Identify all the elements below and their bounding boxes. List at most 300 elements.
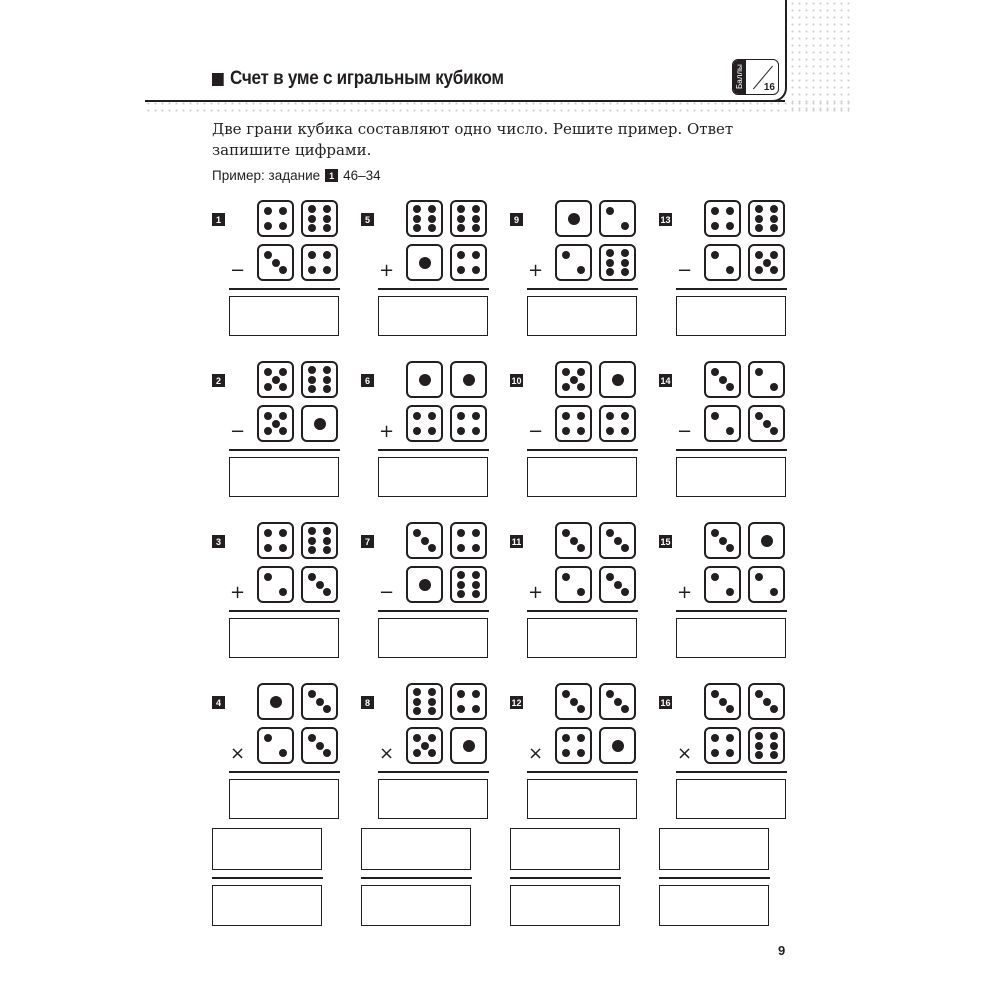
task-number-badge: 3	[212, 535, 225, 548]
die-pip	[711, 251, 719, 259]
die-pip	[621, 222, 629, 230]
die-pip	[472, 412, 480, 420]
answer-box[interactable]	[676, 618, 786, 658]
die-bottom-right	[450, 727, 487, 764]
sum-line	[378, 288, 489, 290]
sum-line	[229, 771, 340, 773]
die-pip	[770, 266, 778, 274]
sum-line	[212, 877, 323, 879]
title-square-icon	[212, 73, 224, 86]
die-pip	[770, 742, 778, 750]
example-value: 46–34	[343, 168, 381, 183]
die-pip	[726, 266, 734, 274]
die-pip	[279, 544, 287, 552]
die-pip	[457, 544, 465, 552]
die-pip	[761, 535, 773, 547]
die-pip	[755, 224, 763, 232]
die-pip	[264, 383, 272, 391]
die-pip	[472, 215, 480, 223]
die-pip	[621, 427, 629, 435]
die-pip	[770, 732, 778, 740]
example-line	[212, 168, 381, 183]
die-bottom-left	[704, 727, 741, 764]
die-pip	[323, 588, 331, 596]
die-bottom-left	[406, 566, 443, 603]
die-pip	[472, 266, 480, 274]
die-pip	[308, 224, 316, 232]
die-pip	[472, 427, 480, 435]
die-pip	[606, 427, 614, 435]
die-pip	[726, 427, 734, 435]
partial-answer-box[interactable]	[361, 828, 471, 870]
die-pip	[264, 251, 272, 259]
die-pip	[763, 259, 771, 267]
task-number-badge: 9	[510, 213, 523, 226]
die-bottom-left	[406, 405, 443, 442]
die-pip	[606, 268, 614, 276]
die-pip	[621, 249, 629, 257]
task-number-badge: 7	[361, 535, 374, 548]
die-pip	[612, 740, 624, 752]
die-pip	[726, 705, 734, 713]
answer-box[interactable]	[527, 618, 637, 658]
die-pip	[612, 374, 624, 386]
partial-answer-box[interactable]	[659, 828, 769, 870]
sum-line	[527, 288, 638, 290]
die-pip	[770, 205, 778, 213]
die-pip	[472, 544, 480, 552]
operator-sign: ×	[230, 743, 246, 764]
operator-sign: ×	[677, 743, 693, 764]
die-pip	[755, 742, 763, 750]
die-pip	[323, 251, 331, 259]
die-pip	[577, 749, 585, 757]
die-pip	[755, 368, 763, 376]
die-top-right	[748, 522, 785, 559]
die-pip	[562, 251, 570, 259]
score-max: 16	[763, 82, 775, 93]
die-pip	[726, 222, 734, 230]
die-pip	[577, 427, 585, 435]
die-pip	[472, 590, 480, 598]
die-pip	[463, 740, 475, 752]
die-bottom-left	[257, 566, 294, 603]
die-pip	[457, 412, 465, 420]
die-pip	[279, 383, 287, 391]
task-number-badge: 4	[212, 696, 225, 709]
die-pip	[308, 573, 316, 581]
sum-line	[659, 877, 770, 879]
die-pip	[755, 215, 763, 223]
die-bottom-right	[599, 727, 636, 764]
die-pip	[562, 383, 570, 391]
answer-box[interactable]	[527, 779, 637, 819]
die-bottom-left	[555, 727, 592, 764]
die-top-left	[257, 522, 294, 559]
die-pip	[428, 707, 436, 715]
die-pip	[421, 537, 429, 545]
task-number-badge: 14	[660, 375, 671, 386]
page-number: 9	[778, 943, 786, 958]
die-pip	[264, 207, 272, 215]
die-pip	[457, 251, 465, 259]
die-pip	[323, 527, 331, 535]
die-pip	[726, 383, 734, 391]
die-pip	[577, 383, 585, 391]
die-top-right	[301, 361, 338, 398]
die-pip	[308, 366, 316, 374]
die-pip	[755, 732, 763, 740]
die-top-right	[301, 522, 338, 559]
die-pip	[770, 224, 778, 232]
answer-box[interactable]	[229, 457, 339, 497]
die-pip	[472, 251, 480, 259]
die-pip	[428, 224, 436, 232]
die-pip	[279, 427, 287, 435]
die-pip	[279, 529, 287, 537]
die-bottom-left	[257, 244, 294, 281]
die-pip	[755, 751, 763, 759]
die-pip	[755, 412, 763, 420]
die-pip	[770, 251, 778, 259]
die-bottom-right	[748, 405, 785, 442]
die-pip	[323, 215, 331, 223]
answer-box[interactable]	[378, 457, 488, 497]
partial-answer-box[interactable]	[212, 828, 322, 870]
die-top-left	[704, 683, 741, 720]
die-pip	[308, 537, 316, 545]
die-pip	[316, 698, 324, 706]
die-pip	[308, 266, 316, 274]
example-prefix: Пример: задание	[212, 168, 321, 183]
die-pip	[308, 385, 316, 393]
die-top-right	[450, 683, 487, 720]
die-pip	[770, 705, 778, 713]
task-number-badge: 2	[212, 374, 225, 387]
die-pip	[428, 427, 436, 435]
die-pip	[428, 544, 436, 552]
die-pip	[763, 698, 771, 706]
task-number-badge: 8	[361, 696, 374, 709]
die-pip	[323, 376, 331, 384]
die-pip	[726, 544, 734, 552]
task-number-badge: 13	[660, 214, 671, 225]
die-pip	[323, 749, 331, 757]
die-top-left	[406, 683, 443, 720]
die-pip	[726, 207, 734, 215]
die-pip	[614, 537, 622, 545]
answer-box[interactable]	[229, 296, 339, 336]
partial-answer-box[interactable]	[510, 828, 620, 870]
score-box	[732, 59, 779, 95]
die-pip	[726, 749, 734, 757]
sum-line	[510, 877, 621, 879]
answer-box[interactable]	[676, 296, 786, 336]
die-pip	[755, 205, 763, 213]
die-pip	[323, 266, 331, 274]
die-pip	[755, 251, 763, 259]
die-top-right	[599, 361, 636, 398]
die-bottom-left	[406, 244, 443, 281]
die-pip	[726, 734, 734, 742]
die-top-right	[599, 683, 636, 720]
die-pip	[264, 544, 272, 552]
operator-sign: +	[528, 582, 544, 603]
die-pip	[323, 205, 331, 213]
die-pip	[413, 734, 421, 742]
die-pip	[421, 742, 429, 750]
task-number-badge: 12	[511, 697, 522, 708]
die-top-left	[406, 361, 443, 398]
die-top-right	[599, 522, 636, 559]
instructions: Две грани кубика составляют одно число. Решите пример. Ответ запишите цифрами.	[212, 120, 734, 159]
answer-box[interactable]	[527, 457, 637, 497]
die-pip	[308, 734, 316, 742]
die-pip	[308, 690, 316, 698]
die-pip	[264, 412, 272, 420]
die-pip	[428, 734, 436, 742]
die-pip	[428, 698, 436, 706]
die-pip	[570, 537, 578, 545]
die-pip	[264, 368, 272, 376]
die-top-left	[704, 200, 741, 237]
answer-box[interactable]	[378, 618, 488, 658]
die-pip	[577, 266, 585, 274]
die-pip	[606, 573, 614, 581]
die-pip	[577, 544, 585, 552]
die-bottom-right	[748, 727, 785, 764]
die-bottom-left	[257, 727, 294, 764]
die-pip	[711, 412, 719, 420]
die-bottom-right	[301, 405, 338, 442]
die-pip	[457, 529, 465, 537]
die-pip	[413, 749, 421, 757]
die-pip	[272, 420, 280, 428]
die-pip	[621, 268, 629, 276]
die-pip	[413, 205, 421, 213]
die-top-right	[450, 361, 487, 398]
operator-sign: ×	[528, 743, 544, 764]
die-pip	[264, 427, 272, 435]
die-pip	[308, 527, 316, 535]
sum-line	[361, 877, 472, 879]
die-pip	[770, 427, 778, 435]
die-pip	[308, 205, 316, 213]
die-bottom-left	[257, 405, 294, 442]
die-pip	[413, 698, 421, 706]
die-top-right	[599, 200, 636, 237]
die-top-left	[257, 200, 294, 237]
operator-sign: −	[379, 582, 395, 603]
die-pip	[279, 222, 287, 230]
die-pip	[577, 734, 585, 742]
answer-box[interactable]	[378, 779, 488, 819]
die-pip	[463, 374, 475, 386]
die-bottom-left	[555, 566, 592, 603]
die-pip	[755, 266, 763, 274]
answer-box[interactable]	[378, 296, 488, 336]
die-bottom-right	[748, 244, 785, 281]
die-top-left	[406, 200, 443, 237]
page-title	[212, 68, 504, 90]
die-pip	[711, 368, 719, 376]
die-top-left	[257, 361, 294, 398]
die-pip	[472, 690, 480, 698]
die-pip	[272, 259, 280, 267]
sum-line	[527, 449, 638, 451]
operator-sign: −	[230, 260, 246, 281]
die-pip	[719, 698, 727, 706]
answer-box[interactable]	[527, 296, 637, 336]
die-pip	[755, 573, 763, 581]
task-number-badge: 11	[511, 536, 522, 547]
die-pip	[279, 368, 287, 376]
operator-sign: ×	[379, 743, 395, 764]
die-pip	[413, 688, 421, 696]
header-rule	[145, 100, 785, 102]
sum-line	[527, 771, 638, 773]
sum-line	[378, 610, 489, 612]
operator-sign: +	[230, 582, 246, 603]
task-number-badge: 15	[660, 536, 671, 547]
die-pip	[472, 705, 480, 713]
die-top-right	[748, 361, 785, 398]
die-bottom-left	[704, 244, 741, 281]
die-pip	[419, 374, 431, 386]
die-pip	[457, 571, 465, 579]
die-pip	[562, 734, 570, 742]
die-pip	[719, 376, 727, 384]
die-top-left	[704, 361, 741, 398]
die-pip	[316, 742, 324, 750]
sum-line	[676, 771, 787, 773]
die-pip	[577, 412, 585, 420]
final-answer-box[interactable]	[510, 885, 620, 926]
operator-sign: +	[379, 260, 395, 281]
page-title-text: Счет в уме с игральным кубиком	[230, 68, 504, 89]
die-pip	[711, 690, 719, 698]
die-pip	[562, 749, 570, 757]
sum-line	[676, 449, 787, 451]
die-pip	[726, 588, 734, 596]
die-top-left	[555, 683, 592, 720]
die-pip	[264, 222, 272, 230]
die-pip	[621, 705, 629, 713]
task-number-badge: 1	[212, 213, 225, 226]
die-top-left	[704, 522, 741, 559]
dot-grid-corner	[789, 0, 851, 110]
die-pip	[428, 688, 436, 696]
final-answer-box[interactable]	[212, 885, 322, 926]
sum-line	[229, 449, 340, 451]
operator-sign: +	[677, 582, 693, 603]
die-pip	[316, 581, 324, 589]
example-task-badge: 1	[325, 169, 338, 182]
score-label: Баллы	[733, 60, 746, 94]
answer-box[interactable]	[676, 779, 786, 819]
die-pip	[323, 546, 331, 554]
die-pip	[770, 588, 778, 596]
die-pip	[323, 224, 331, 232]
die-pip	[472, 529, 480, 537]
die-pip	[562, 690, 570, 698]
die-pip	[577, 368, 585, 376]
die-bottom-right	[450, 405, 487, 442]
die-pip	[606, 249, 614, 257]
die-pip	[270, 696, 282, 708]
die-pip	[614, 698, 622, 706]
die-pip	[562, 368, 570, 376]
die-pip	[308, 546, 316, 554]
sum-line	[378, 449, 489, 451]
die-pip	[279, 588, 287, 596]
die-top-right	[748, 200, 785, 237]
die-pip	[279, 412, 287, 420]
sum-line	[378, 771, 489, 773]
die-pip	[562, 412, 570, 420]
task-number-badge: 6	[361, 374, 374, 387]
die-pip	[770, 383, 778, 391]
die-bottom-left	[704, 405, 741, 442]
final-answer-box[interactable]	[659, 885, 769, 926]
die-pip	[264, 573, 272, 581]
die-pip	[457, 266, 465, 274]
die-pip	[413, 427, 421, 435]
die-pip	[614, 581, 622, 589]
die-pip	[419, 579, 431, 591]
die-pip	[472, 581, 480, 589]
sum-line	[229, 288, 340, 290]
die-pip	[428, 205, 436, 213]
die-pip	[770, 215, 778, 223]
answer-box[interactable]	[229, 618, 339, 658]
die-pip	[577, 705, 585, 713]
die-bottom-left	[555, 244, 592, 281]
die-bottom-right	[450, 566, 487, 603]
die-pip	[711, 734, 719, 742]
die-pip	[264, 734, 272, 742]
die-pip	[428, 412, 436, 420]
die-bottom-right	[450, 244, 487, 281]
die-pip	[314, 418, 326, 430]
die-top-right	[301, 200, 338, 237]
die-pip	[472, 205, 480, 213]
die-pip	[606, 529, 614, 537]
die-pip	[606, 259, 614, 267]
die-pip	[457, 581, 465, 589]
die-top-left	[406, 522, 443, 559]
sum-line	[229, 610, 340, 612]
die-top-left	[257, 683, 294, 720]
die-bottom-left	[406, 727, 443, 764]
die-pip	[457, 215, 465, 223]
die-pip	[308, 376, 316, 384]
answer-box[interactable]	[676, 457, 786, 497]
final-answer-box[interactable]	[361, 885, 471, 926]
die-pip	[457, 590, 465, 598]
die-pip	[606, 207, 614, 215]
die-pip	[577, 588, 585, 596]
die-pip	[711, 749, 719, 757]
die-pip	[457, 705, 465, 713]
answer-box[interactable]	[229, 779, 339, 819]
die-top-right	[450, 200, 487, 237]
die-pip	[472, 571, 480, 579]
die-top-right	[450, 522, 487, 559]
die-pip	[428, 215, 436, 223]
die-pip	[763, 420, 771, 428]
die-pip	[457, 427, 465, 435]
